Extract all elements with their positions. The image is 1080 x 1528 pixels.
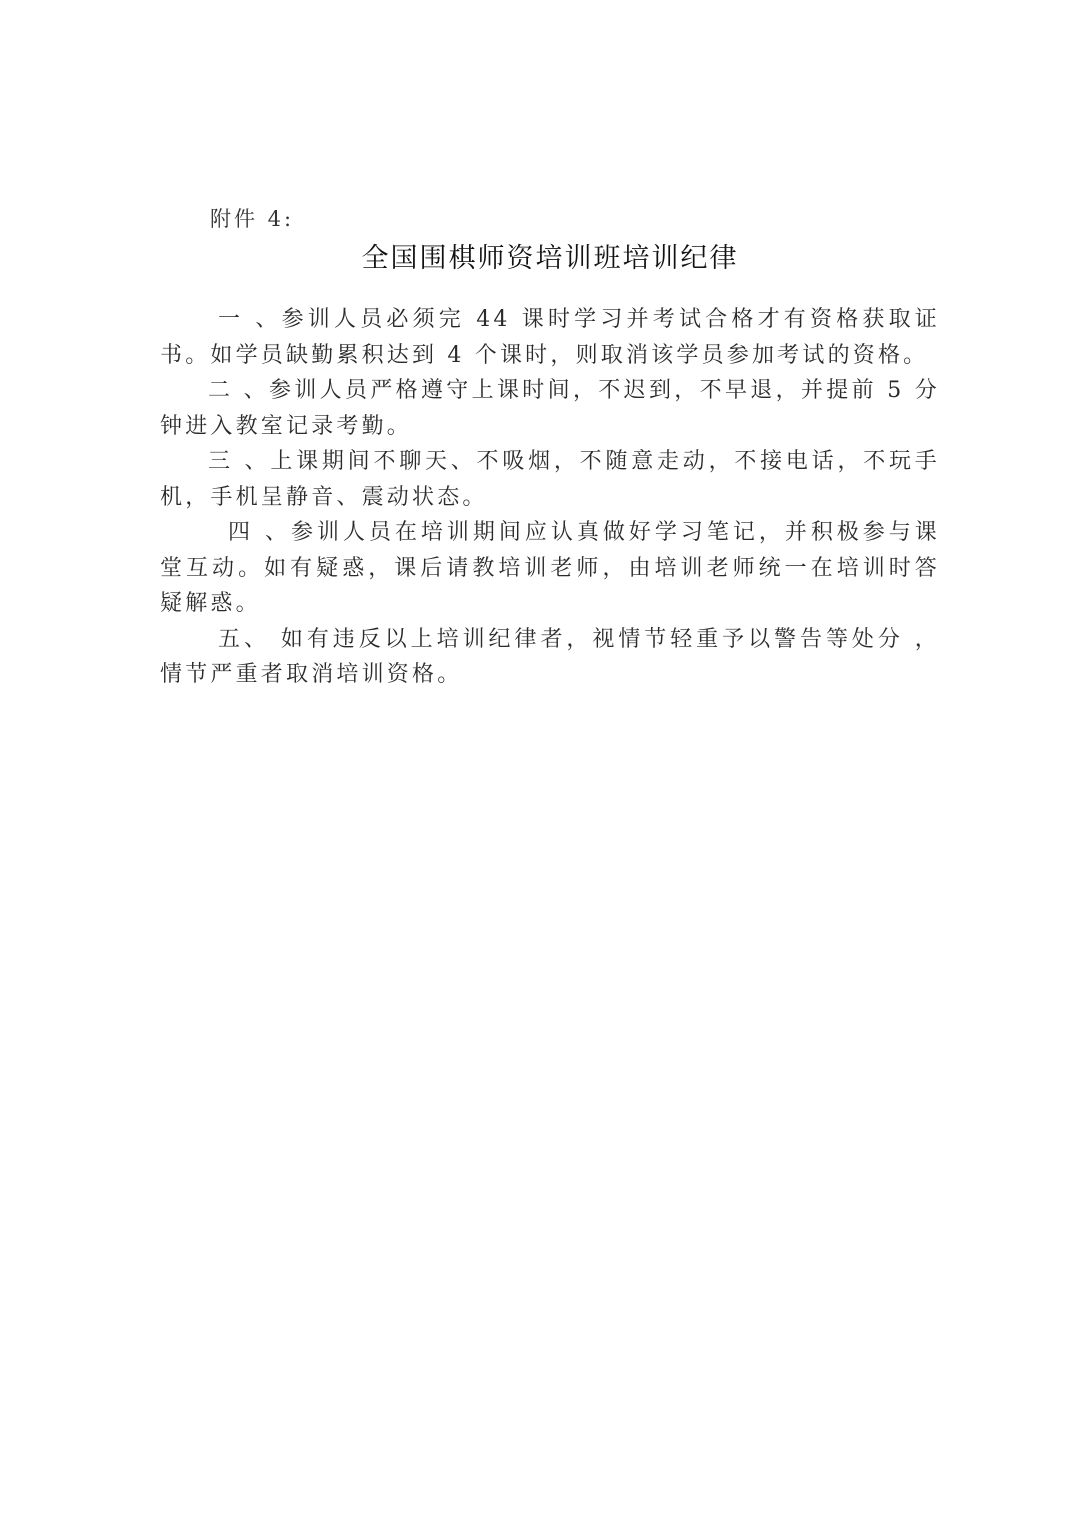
rules-list (160, 302, 940, 693)
attachment-label: 附件 4: (210, 207, 295, 231)
document-title: 全国围棋师资培训班培训纪律 (361, 243, 739, 274)
rule-item-5: 五、 如有违反以上培训纪律者，视情节轻重予以警告等处分 ，情节严重者取消培训资格。 (160, 626, 940, 687)
rule-item-4: 四 、参训人员在培训期间应认真做好学习笔记，并积极参与课堂互动。如有疑惑，课后请教培训老师，由培训老师统一在培训时答疑解惑。 (160, 520, 940, 616)
rule-item-2: 二 、参训人员严格遵守上课时间，不迟到，不早退，并提前 5 分钟进入教室记录考勤。 (160, 378, 940, 439)
rule-item-3: 三 、上课期间不聊天、不吸烟，不随意走动，不接电话，不玩手机，手机呈静音、震动状态。 (160, 449, 940, 510)
rule-item-1: 一 、参训人员必须完 44 课时学习并考试合格才有资格获取证书。如学员缺勤累积达到 4 个课时，则取消该学员参加考试的资格。 (160, 307, 940, 368)
